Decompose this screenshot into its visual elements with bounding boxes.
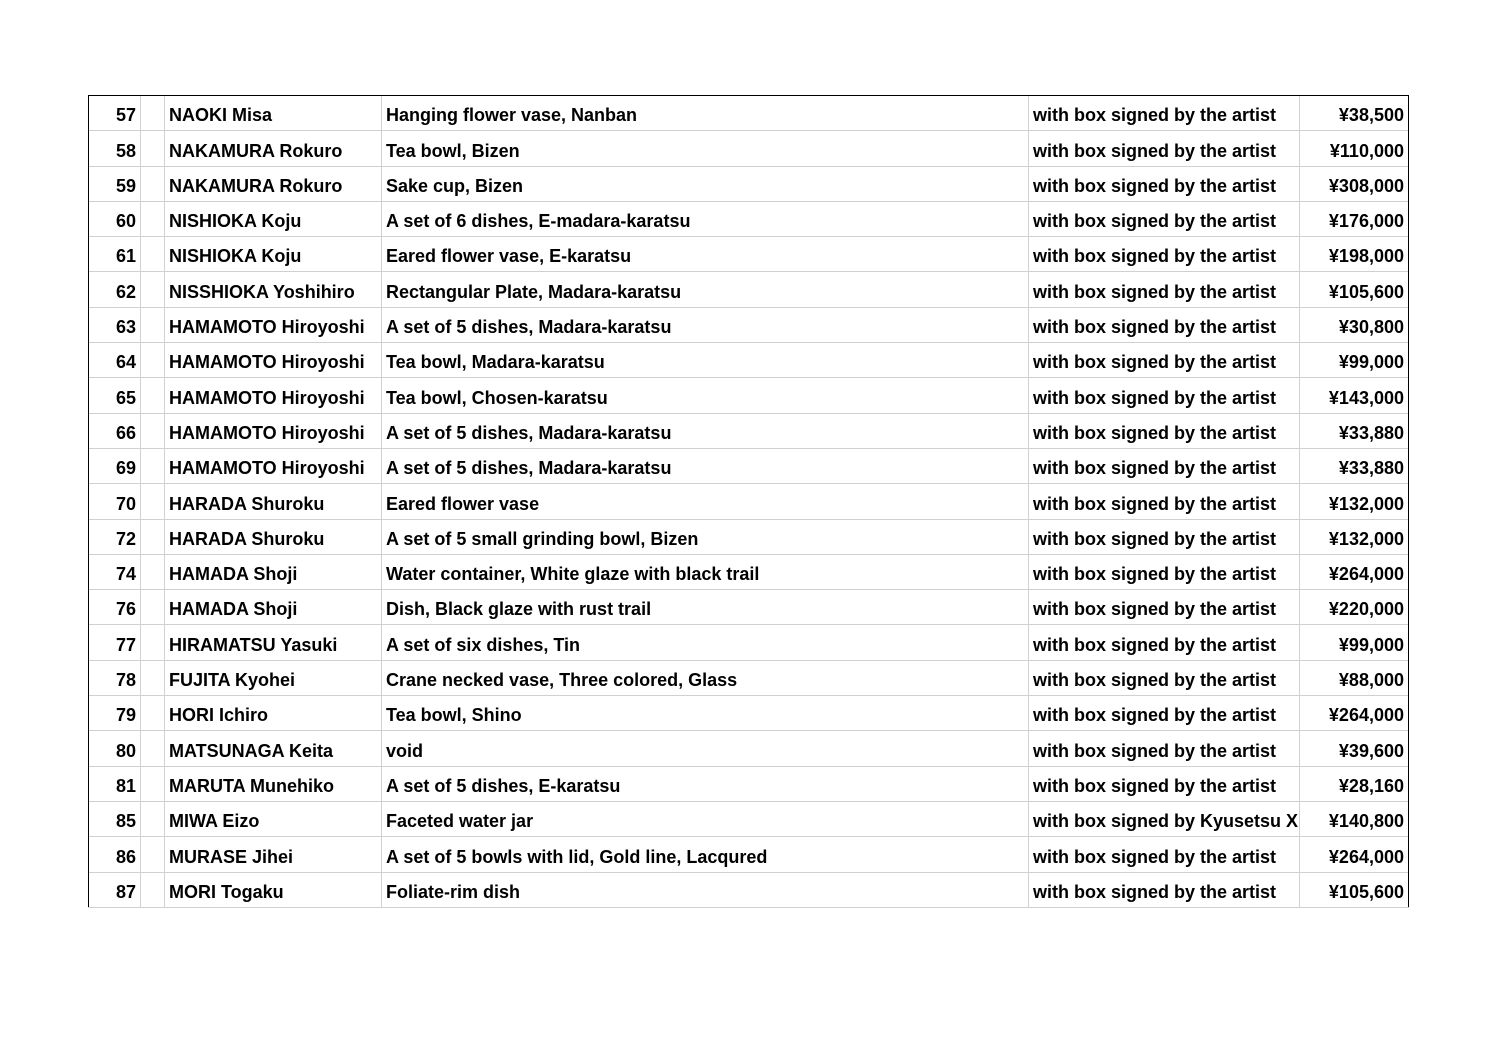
price: ¥99,000 <box>1300 343 1409 378</box>
lot-number: 57 <box>89 96 141 131</box>
artist-name: MORI Togaku <box>165 872 382 907</box>
table-row <box>89 696 1409 731</box>
box-note: with box signed by the artist <box>1029 413 1300 448</box>
item-title: Hanging flower vase, Nanban <box>382 96 1029 131</box>
price: ¥264,000 <box>1300 837 1409 872</box>
artist-name: HAMAMOTO Hiroyoshi <box>165 448 382 483</box>
box-note: with box signed by the artist <box>1029 237 1300 272</box>
blank-cell <box>141 237 165 272</box>
box-note: with box signed by the artist <box>1029 660 1300 695</box>
artist-name: HAMAMOTO Hiroyoshi <box>165 413 382 448</box>
price: ¥105,600 <box>1300 272 1409 307</box>
price: ¥132,000 <box>1300 519 1409 554</box>
lot-number: 66 <box>89 413 141 448</box>
item-title: A set of 5 small grinding bowl, Bizen <box>382 519 1029 554</box>
table-row <box>89 201 1409 236</box>
box-note: with box signed by the artist <box>1029 872 1300 907</box>
artist-name: HARADA Shuroku <box>165 519 382 554</box>
lot-number: 62 <box>89 272 141 307</box>
blank-cell <box>141 801 165 836</box>
table-row <box>89 766 1409 801</box>
price: ¥28,160 <box>1300 766 1409 801</box>
item-title: A set of 5 dishes, Madara-karatsu <box>382 307 1029 342</box>
blank-cell <box>141 448 165 483</box>
artist-name: HORI Ichiro <box>165 696 382 731</box>
lot-number: 77 <box>89 625 141 660</box>
item-title: Water container, White glaze with black trail <box>382 554 1029 589</box>
lot-number: 81 <box>89 766 141 801</box>
blank-cell <box>141 590 165 625</box>
artist-name: NISSHIOKA Yoshihiro <box>165 272 382 307</box>
blank-cell <box>141 166 165 201</box>
lot-number: 69 <box>89 448 141 483</box>
item-title: A set of 5 dishes, Madara-karatsu <box>382 448 1029 483</box>
table-row <box>89 131 1409 166</box>
table-row <box>89 307 1409 342</box>
box-note: with box signed by the artist <box>1029 343 1300 378</box>
blank-cell <box>141 413 165 448</box>
table-row <box>89 731 1409 766</box>
lot-number: 79 <box>89 696 141 731</box>
lot-number: 74 <box>89 554 141 589</box>
lot-number: 58 <box>89 131 141 166</box>
price: ¥110,000 <box>1300 131 1409 166</box>
artist-name: HAMAMOTO Hiroyoshi <box>165 307 382 342</box>
artist-name: NISHIOKA Koju <box>165 237 382 272</box>
price: ¥132,000 <box>1300 484 1409 519</box>
artist-name: MATSUNAGA Keita <box>165 731 382 766</box>
artist-name: HARADA Shuroku <box>165 484 382 519</box>
artist-name: FUJITA Kyohei <box>165 660 382 695</box>
price: ¥308,000 <box>1300 166 1409 201</box>
lot-table <box>88 95 1409 908</box>
blank-cell <box>141 378 165 413</box>
artist-name: NAKAMURA Rokuro <box>165 166 382 201</box>
blank-cell <box>141 696 165 731</box>
item-title: A set of 5 dishes, E-karatsu <box>382 766 1029 801</box>
box-note: with box signed by the artist <box>1029 696 1300 731</box>
blank-cell <box>141 766 165 801</box>
price: ¥88,000 <box>1300 660 1409 695</box>
item-title: A set of six dishes, Tin <box>382 625 1029 660</box>
table-row <box>89 519 1409 554</box>
table-row <box>89 590 1409 625</box>
price: ¥99,000 <box>1300 625 1409 660</box>
item-title: A set of 5 bowls with lid, Gold line, Lacqured <box>382 837 1029 872</box>
blank-cell <box>141 731 165 766</box>
box-note: with box signed by the artist <box>1029 378 1300 413</box>
artist-name: NAKAMURA Rokuro <box>165 131 382 166</box>
price: ¥198,000 <box>1300 237 1409 272</box>
box-note: with box signed by the artist <box>1029 201 1300 236</box>
lot-number: 72 <box>89 519 141 554</box>
box-note: with box signed by the artist <box>1029 590 1300 625</box>
lot-number: 61 <box>89 237 141 272</box>
item-title: A set of 6 dishes, E-madara-karatsu <box>382 201 1029 236</box>
item-title: A set of 5 dishes, Madara-karatsu <box>382 413 1029 448</box>
artist-name: NISHIOKA Koju <box>165 201 382 236</box>
item-title: Sake cup, Bizen <box>382 166 1029 201</box>
table-row <box>89 343 1409 378</box>
artist-name: HAMADA Shoji <box>165 554 382 589</box>
item-title: Eared flower vase <box>382 484 1029 519</box>
box-note: with box signed by the artist <box>1029 837 1300 872</box>
lot-table-body <box>89 96 1409 908</box>
artist-name: MURASE Jihei <box>165 837 382 872</box>
box-note: with box signed by the artist <box>1029 448 1300 483</box>
box-note: with box signed by Kyusetsu X <box>1029 801 1300 836</box>
artist-name: HIRAMATSU Yasuki <box>165 625 382 660</box>
table-row <box>89 872 1409 907</box>
price: ¥38,500 <box>1300 96 1409 131</box>
lot-number: 64 <box>89 343 141 378</box>
artist-name: MIWA Eizo <box>165 801 382 836</box>
lot-number: 85 <box>89 801 141 836</box>
table-row <box>89 660 1409 695</box>
blank-cell <box>141 554 165 589</box>
price: ¥264,000 <box>1300 696 1409 731</box>
item-title: void <box>382 731 1029 766</box>
blank-cell <box>141 201 165 236</box>
item-title: Rectangular Plate, Madara-karatsu <box>382 272 1029 307</box>
item-title: Tea bowl, Chosen-karatsu <box>382 378 1029 413</box>
price: ¥176,000 <box>1300 201 1409 236</box>
box-note: with box signed by the artist <box>1029 131 1300 166</box>
price: ¥33,880 <box>1300 448 1409 483</box>
table-row <box>89 448 1409 483</box>
box-note: with box signed by the artist <box>1029 766 1300 801</box>
lot-table-sheet <box>88 95 1408 908</box>
table-row <box>89 625 1409 660</box>
blank-cell <box>141 625 165 660</box>
blank-cell <box>141 660 165 695</box>
box-note: with box signed by the artist <box>1029 731 1300 766</box>
artist-name: HAMAMOTO Hiroyoshi <box>165 378 382 413</box>
box-note: with box signed by the artist <box>1029 166 1300 201</box>
table-row <box>89 484 1409 519</box>
blank-cell <box>141 484 165 519</box>
price: ¥39,600 <box>1300 731 1409 766</box>
box-note: with box signed by the artist <box>1029 554 1300 589</box>
price: ¥140,800 <box>1300 801 1409 836</box>
table-row <box>89 96 1409 131</box>
box-note: with box signed by the artist <box>1029 96 1300 131</box>
price: ¥264,000 <box>1300 554 1409 589</box>
artist-name: HAMADA Shoji <box>165 590 382 625</box>
price: ¥30,800 <box>1300 307 1409 342</box>
lot-number: 60 <box>89 201 141 236</box>
table-row <box>89 166 1409 201</box>
lot-number: 70 <box>89 484 141 519</box>
lot-number: 65 <box>89 378 141 413</box>
box-note: with box signed by the artist <box>1029 625 1300 660</box>
item-title: Dish, Black glaze with rust trail <box>382 590 1029 625</box>
price: ¥143,000 <box>1300 378 1409 413</box>
lot-number: 80 <box>89 731 141 766</box>
artist-name: MARUTA Munehiko <box>165 766 382 801</box>
blank-cell <box>141 96 165 131</box>
lot-number: 63 <box>89 307 141 342</box>
item-title: Foliate-rim dish <box>382 872 1029 907</box>
table-row <box>89 237 1409 272</box>
table-row <box>89 272 1409 307</box>
table-row <box>89 378 1409 413</box>
blank-cell <box>141 131 165 166</box>
blank-cell <box>141 307 165 342</box>
lot-number: 86 <box>89 837 141 872</box>
item-title: Tea bowl, Shino <box>382 696 1029 731</box>
table-row <box>89 554 1409 589</box>
table-row <box>89 413 1409 448</box>
blank-cell <box>141 519 165 554</box>
blank-cell <box>141 343 165 378</box>
blank-cell <box>141 872 165 907</box>
box-note: with box signed by the artist <box>1029 272 1300 307</box>
price: ¥33,880 <box>1300 413 1409 448</box>
item-title: Faceted water jar <box>382 801 1029 836</box>
lot-number: 78 <box>89 660 141 695</box>
artist-name: NAOKI Misa <box>165 96 382 131</box>
price: ¥105,600 <box>1300 872 1409 907</box>
blank-cell <box>141 272 165 307</box>
table-row <box>89 801 1409 836</box>
item-title: Tea bowl, Madara-karatsu <box>382 343 1029 378</box>
lot-number: 76 <box>89 590 141 625</box>
price: ¥220,000 <box>1300 590 1409 625</box>
item-title: Eared flower vase, E-karatsu <box>382 237 1029 272</box>
artist-name: HAMAMOTO Hiroyoshi <box>165 343 382 378</box>
lot-number: 87 <box>89 872 141 907</box>
table-row <box>89 837 1409 872</box>
item-title: Tea bowl, Bizen <box>382 131 1029 166</box>
lot-number: 59 <box>89 166 141 201</box>
box-note: with box signed by the artist <box>1029 519 1300 554</box>
item-title: Crane necked vase, Three colored, Glass <box>382 660 1029 695</box>
box-note: with box signed by the artist <box>1029 307 1300 342</box>
box-note: with box signed by the artist <box>1029 484 1300 519</box>
blank-cell <box>141 837 165 872</box>
